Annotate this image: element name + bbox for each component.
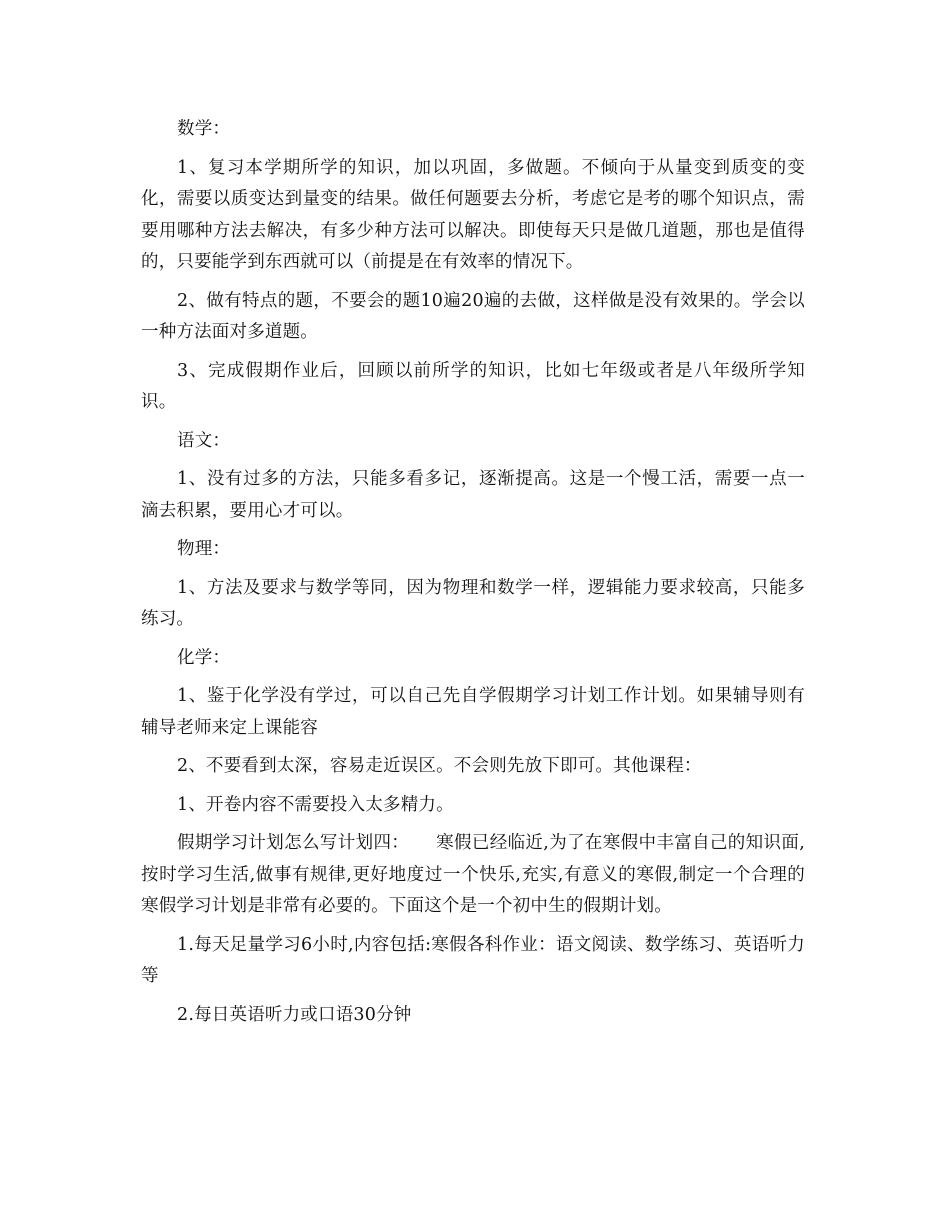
section-heading-chemistry: 化学： <box>177 647 231 668</box>
math-item-3: 3、完成假期作业后，回顾以前所学的知识，比如七年级或者是八年级所学知识。 <box>141 360 805 412</box>
plan-four-intro: 假期学习计划怎么写计划四： 寒假已经临近,为了在寒假中丰富自己的知识面,按时学习生活,做事有规律,更好地度过一个快乐,充实,有意义的寒假,制定一个合理的寒假学习计划是非常有必要的。下面这个是一个初中生的假期计划。 <box>141 833 805 916</box>
section-heading-chinese: 语文： <box>177 430 231 451</box>
section-heading-physics: 物理： <box>177 539 231 559</box>
math-item-2: 2、做有特点的题，不要会的题10遍20遍的去做，这样做是没有效果的。学会以一种方法面对多道题。 <box>141 290 805 342</box>
math-item-1: 1、复习本学期所学的知识，加以巩固，多做题。不倾向于从量变到质变的变化，需要以质变达到量变的结果。做任何题要去分析，考虑它是考的哪个知识点，需要用哪种方法去解决，有多少种方法可以解决。即使每天只是做几道题，那也是值得的，只要能学到东西就可以（前提是在有效率的情况下。 <box>141 157 805 272</box>
document-body <box>141 114 805 1038</box>
physics-item-1: 1、方法及要求与数学等同，因为物理和数学一样，逻辑能力要求较高，只能多练习。 <box>141 577 805 629</box>
chemistry-item-1: 1、鉴于化学没有学过，可以自己先自学假期学习计划工作计划。如果辅导则有辅导老师来定上课能容 <box>141 686 805 738</box>
chinese-item-1: 1、没有过多的方法，只能多看多记，逐渐提高。这是一个慢工活，需要一点一滴去积累，要用心才可以。 <box>141 469 805 521</box>
plan-four-item-1: 1.每天足量学习6小时,内容包括:寒假各科作业：语文阅读、数学练习、英语听力等 <box>141 934 805 986</box>
section-heading-math: 数学： <box>177 119 231 139</box>
chemistry-item-2: 2、不要看到太深，容易走近误区。不会则先放下即可。其他课程： <box>177 756 702 776</box>
plan-four-item-2: 2.每日英语听力或口语30分钟 <box>177 1004 412 1025</box>
other-item-1: 1、开卷内容不需要投入太多精力。 <box>177 794 454 815</box>
